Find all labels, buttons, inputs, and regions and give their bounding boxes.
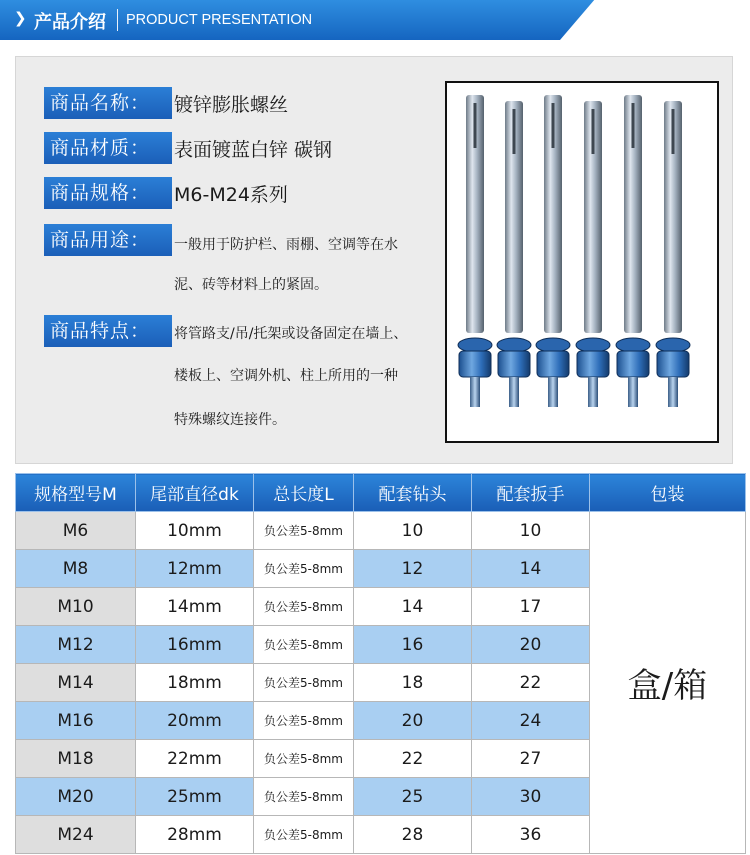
header-cell: 尾部直径dk bbox=[136, 474, 254, 512]
table-row bbox=[16, 512, 746, 550]
packaging-cell: 盒/箱 bbox=[590, 512, 746, 854]
table-cell: M14 bbox=[16, 664, 136, 702]
bolt-graphic bbox=[497, 101, 531, 407]
product-feature-line: 楼板上、空调外机、柱上所用的一种 bbox=[174, 368, 398, 384]
table-cell: 负公差5-8mm bbox=[254, 512, 354, 550]
table-cell: 30 bbox=[472, 778, 590, 816]
product-usage-label: 商品用途： bbox=[44, 224, 172, 256]
table-cell: 负公差5-8mm bbox=[254, 816, 354, 854]
table-cell: 负公差5-8mm bbox=[254, 778, 354, 816]
table-cell: 20 bbox=[354, 702, 472, 740]
table-cell: 10mm bbox=[136, 512, 254, 550]
table-cell: M10 bbox=[16, 588, 136, 626]
product-feature-line: 特殊螺纹连接件。 bbox=[174, 412, 286, 428]
table-cell: M16 bbox=[16, 702, 136, 740]
product-feature-label: 商品特点： bbox=[44, 315, 172, 347]
table-cell: 22mm bbox=[136, 740, 254, 778]
table-cell: 负公差5-8mm bbox=[254, 664, 354, 702]
table-cell: 14 bbox=[354, 588, 472, 626]
header-cell: 规格型号M bbox=[16, 474, 136, 512]
bolt-graphic bbox=[616, 95, 650, 407]
product-info-panel bbox=[15, 56, 733, 464]
table-cell: 10 bbox=[354, 512, 472, 550]
table-cell: M18 bbox=[16, 740, 136, 778]
table-cell: 负公差5-8mm bbox=[254, 626, 354, 664]
chevron-right-icon: ❯ bbox=[14, 9, 27, 27]
table-cell: 18 bbox=[354, 664, 472, 702]
table-cell: 负公差5-8mm bbox=[254, 740, 354, 778]
section-title-cn: 产品介绍 bbox=[34, 12, 106, 33]
bolt-graphic bbox=[536, 95, 570, 407]
table-cell: 14 bbox=[472, 550, 590, 588]
product-name-label: 商品名称： bbox=[44, 87, 172, 119]
product-spec-label: 商品规格： bbox=[44, 177, 172, 209]
product-material-value: 表面镀蓝白锌 碳钢 bbox=[174, 139, 333, 161]
table-cell: 22 bbox=[354, 740, 472, 778]
table-cell: 20 bbox=[472, 626, 590, 664]
table-cell: 12mm bbox=[136, 550, 254, 588]
table-cell: 10 bbox=[472, 512, 590, 550]
table-cell: 22 bbox=[472, 664, 590, 702]
table-cell: 20mm bbox=[136, 702, 254, 740]
table-header-row bbox=[16, 474, 746, 512]
table-cell: 17 bbox=[472, 588, 590, 626]
table-cell: 36 bbox=[472, 816, 590, 854]
product-name-value: 镀锌膨胀螺丝 bbox=[174, 94, 289, 116]
product-feature-line: 将管路支/吊/托架或设备固定在墙上、 bbox=[174, 326, 408, 342]
table-cell: M20 bbox=[16, 778, 136, 816]
table-cell: M6 bbox=[16, 512, 136, 550]
product-material-label: 商品材质： bbox=[44, 132, 172, 164]
product-photo bbox=[445, 81, 719, 443]
table-cell: 28mm bbox=[136, 816, 254, 854]
header-cell: 配套扳手 bbox=[472, 474, 590, 512]
table-cell: 负公差5-8mm bbox=[254, 702, 354, 740]
table-cell: 27 bbox=[472, 740, 590, 778]
table-cell: 28 bbox=[354, 816, 472, 854]
expansion-bolts-image bbox=[447, 83, 717, 441]
table-cell: 24 bbox=[472, 702, 590, 740]
table-cell: 25 bbox=[354, 778, 472, 816]
header-cell: 包装 bbox=[590, 474, 746, 512]
table-cell: 16mm bbox=[136, 626, 254, 664]
header-cell: 总长度L bbox=[254, 474, 354, 512]
banner-decoration bbox=[560, 0, 750, 40]
table-cell: 16 bbox=[354, 626, 472, 664]
table-cell: 12 bbox=[354, 550, 472, 588]
bolt-graphic bbox=[656, 101, 690, 407]
table-cell: 14mm bbox=[136, 588, 254, 626]
bolt-graphic bbox=[458, 95, 492, 407]
bolt-graphic bbox=[576, 101, 610, 407]
table-cell: M12 bbox=[16, 626, 136, 664]
spec-table bbox=[15, 473, 746, 854]
header-cell: 配套钻头 bbox=[354, 474, 472, 512]
section-title-en: PRODUCT PRESENTATION bbox=[126, 12, 313, 28]
table-cell: 负公差5-8mm bbox=[254, 550, 354, 588]
product-spec-value: M6-M24系列 bbox=[174, 184, 288, 206]
product-usage-line: 泥、砖等材料上的紧固。 bbox=[174, 277, 328, 293]
product-usage-line: 一般用于防护栏、雨棚、空调等在水 bbox=[174, 237, 398, 253]
title-divider bbox=[117, 9, 118, 31]
table-cell: M24 bbox=[16, 816, 136, 854]
table-cell: 18mm bbox=[136, 664, 254, 702]
table-cell: 25mm bbox=[136, 778, 254, 816]
table-cell: M8 bbox=[16, 550, 136, 588]
table-cell: 负公差5-8mm bbox=[254, 588, 354, 626]
header-banner bbox=[0, 0, 750, 40]
